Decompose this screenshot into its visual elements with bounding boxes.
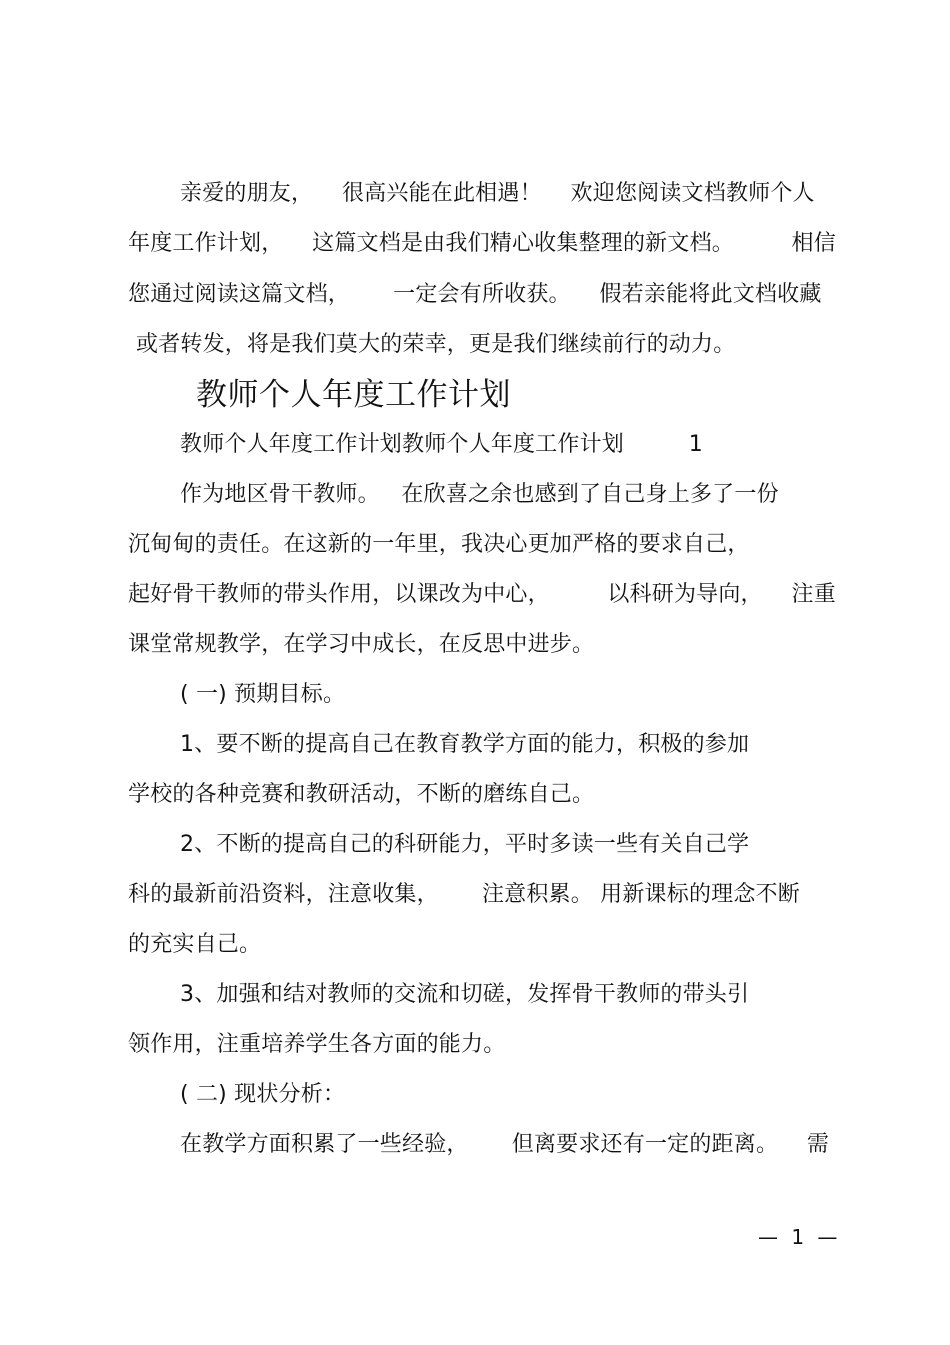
body-line: 领作用，注重培养学生各方面的能力。 (128, 1032, 506, 1057)
body-line: 3、加强和结对教师的交流和切磋，发挥骨干教师的带头引 (180, 982, 750, 1007)
body-line: 学校的各种竞赛和教研活动，不断的磨练自己。 (128, 782, 595, 807)
body-line: 课堂常规教学，在学习中成长，在反思中进步。 (128, 632, 595, 657)
body-line: 在教学方面积累了一些经验， 但离要求还有一定的距离。 需 (180, 1132, 830, 1157)
body-line: 沉甸甸的责任。在这新的一年里，我决心更加严格的要求自己， (128, 532, 750, 557)
body-line: 1、要不断的提高自己在教育教学方面的能力，积极的参加 (180, 732, 750, 757)
intro-line: 或者转发，将是我们莫大的荣幸，更是我们继续前行的动力。 (136, 332, 736, 357)
body-line: 的充实自己。 (128, 932, 262, 957)
page-number: — 1 — (758, 1225, 838, 1249)
section-heading: ( 二) 现状分析： (180, 1082, 346, 1107)
body-line: 作为地区骨干教师。 在欣喜之余也感到了自己身上多了一份 (180, 482, 779, 507)
body-line: 起好骨干教师的带头作用，以课改为中心， 以科研为导向， 注重 (128, 582, 836, 607)
intro-line: 亲爱的朋友， 很高兴能在此相遇！ 欢迎您阅读文档教师个人 (180, 181, 815, 206)
document-title: 教师个人年度工作计划 (196, 377, 511, 413)
intro-line: 您通过阅读这篇文档， 一定会有所收获。 假若亲能将此文档收藏 (128, 282, 822, 307)
body-line: 科的最新前沿资料，注意收集， 注意积累。 用新课标的理念不断 (128, 882, 800, 907)
section-heading: ( 一) 预期目标。 (180, 682, 346, 707)
body-line: 教师个人年度工作计划教师个人年度工作计划 1 (180, 432, 703, 457)
body-line: 2、不断的提高自己的科研能力，平时多读一些有关自己学 (180, 832, 750, 857)
intro-line: 年度工作计划， 这篇文档是由我们精心收集整理的新文档。 相信 (128, 231, 836, 256)
